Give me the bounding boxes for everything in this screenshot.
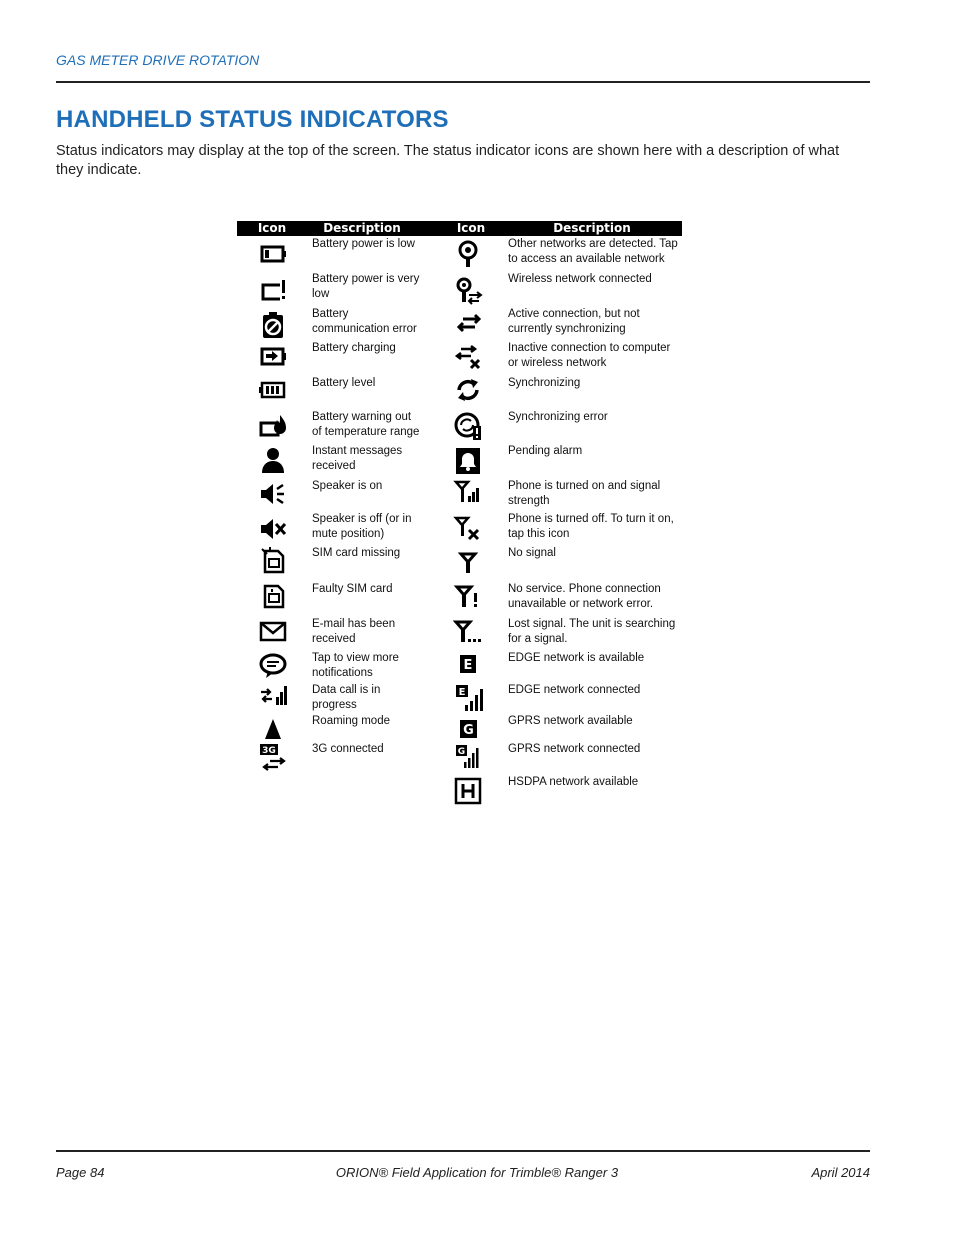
description-right-11: Lost signal. The unit is searching for a signal. (508, 618, 676, 645)
svg-text:E: E (463, 658, 473, 673)
speaker-on-icon (256, 477, 290, 511)
description-left-6: Instant messages received (312, 445, 403, 472)
active-connection-icon (451, 306, 485, 340)
header-description-right: Description (553, 221, 631, 235)
footer-rule (56, 1150, 870, 1152)
description-right-3: Inactive connection to computer or wireless network (508, 342, 671, 369)
description-left-10: Faulty SIM card (312, 583, 393, 595)
description-right-12: EDGE network is available (508, 652, 645, 664)
description-right-14: GPRS network available (508, 715, 633, 727)
3g-connected-icon (256, 740, 290, 774)
description-right-6: Pending alarm (508, 445, 583, 457)
no-service-icon (451, 579, 485, 613)
description-left-14: Roaming mode (312, 715, 390, 727)
notification-bubble-icon (256, 649, 290, 683)
lost-signal-icon (451, 614, 485, 648)
description-right-1: Wireless network connected (508, 273, 652, 285)
description-left-9: SIM card missing (312, 547, 401, 559)
speaker-off-icon (256, 512, 290, 546)
description-right-8: Phone is turned off. To turn it on, tap this icon (508, 513, 674, 540)
description-left-12: Tap to view more notifications (312, 652, 399, 679)
header-rule (56, 81, 870, 83)
description-right-9: No signal (508, 547, 556, 559)
description-left-3: Battery charging (312, 342, 396, 354)
description-left-2: Battery communication error (312, 308, 417, 335)
svg-text:3G: 3G (262, 746, 276, 756)
sim-missing-icon (256, 543, 290, 577)
description-right-15: GPRS network connected (508, 743, 641, 755)
table-header (237, 221, 682, 236)
footer-date: April 2014 (811, 1165, 870, 1180)
description-right-13: EDGE network connected (508, 684, 641, 696)
description-right-5: Synchronizing error (508, 411, 608, 423)
svg-text:E: E (458, 687, 466, 698)
inactive-connection-icon (451, 339, 485, 373)
description-right-4: Synchronizing (508, 377, 581, 389)
wireless-connected-icon (451, 274, 485, 308)
battery-level-icon (256, 373, 290, 407)
sync-error-icon (451, 409, 485, 443)
header-icon-left: Icon (257, 221, 287, 235)
header-description-left: Description (323, 221, 401, 235)
instant-message-icon (256, 443, 290, 477)
description-left-15: 3G connected (312, 743, 384, 755)
description-left-8: Speaker is off (or in mute position) (312, 513, 412, 540)
description-left-7: Speaker is on (312, 480, 383, 492)
data-call-icon (256, 679, 290, 713)
battery-very-low-icon (256, 274, 290, 308)
edge-available-icon (451, 647, 485, 681)
no-signal-icon (451, 544, 485, 578)
pending-alarm-icon (451, 444, 485, 478)
description-right-16: HSDPA network available (508, 776, 639, 788)
battery-low-icon (256, 237, 290, 271)
header-icon-right: Icon (456, 221, 486, 235)
intro-paragraph: Status indicators may display at the top of the screen. The status indicator icons are shown here with a description of what they indicate. (56, 143, 840, 178)
footer-title: ORION® Field Application for Trimble® Ranger 3 (335, 1165, 619, 1180)
other-networks-icon (451, 237, 485, 271)
description-left-0: Battery power is low (312, 238, 415, 250)
svg-text:G: G (457, 747, 466, 757)
battery-temperature-warning-icon (256, 409, 290, 443)
phone-signal-icon (451, 475, 485, 509)
battery-charging-icon (256, 339, 290, 373)
description-right-0: Other networks are detected. Tap to access an available network (508, 238, 678, 265)
description-left-4: Battery level (312, 377, 376, 389)
description-left-1: Battery power is very low (312, 273, 420, 300)
battery-communication-error-icon (256, 308, 290, 342)
email-icon (256, 614, 290, 648)
description-left-11: E-mail has been received (312, 618, 396, 645)
phone-off-icon (451, 511, 485, 545)
svg-text:G: G (463, 723, 474, 738)
synchronizing-icon (451, 373, 485, 407)
edge-connected-icon (451, 681, 485, 715)
description-right-2: Active connection, but not currently synchronizing (508, 308, 640, 335)
gprs-connected-icon (451, 740, 485, 774)
page-title: HANDHELD STATUS INDICATORS (56, 106, 449, 133)
description-right-7: Phone is turned on and signal strength (508, 480, 661, 507)
hsdpa-available-icon (451, 774, 485, 808)
description-right-10: No service. Phone connection unavailable or network error. (508, 583, 661, 610)
description-left-13: Data call is in progress (312, 684, 381, 711)
footer-page-number: Page 84 (56, 1165, 105, 1180)
sim-faulty-icon (256, 578, 290, 612)
description-left-5: Battery warning out of temperature range (312, 411, 420, 438)
running-head: GAS METER DRIVE ROTATION (56, 52, 260, 68)
